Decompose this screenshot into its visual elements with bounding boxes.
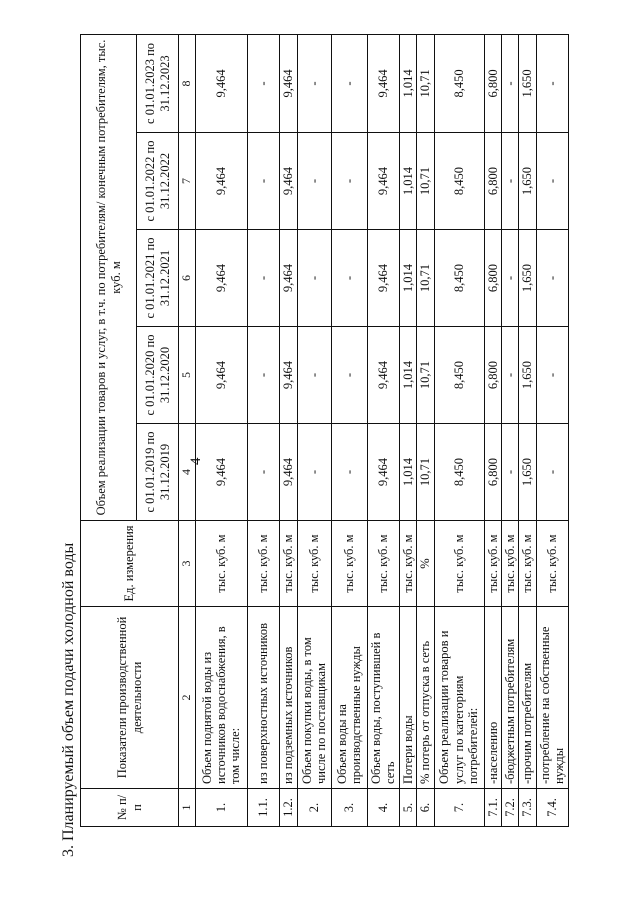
row-value: 9,464 [279, 327, 297, 424]
row-value: - [331, 230, 367, 327]
col-number: 6 [179, 230, 196, 327]
row-value: 1,014 [399, 34, 416, 132]
table-row [417, 34, 434, 826]
row-value: - [247, 327, 279, 424]
row-value: - [297, 424, 331, 521]
row-value: 10,71 [417, 34, 434, 132]
row-unit: тыс. куб. м [501, 521, 518, 607]
row-value: - [501, 230, 518, 327]
row-name: Объем поднятой воды из источников водоснабжения, в том числе: [195, 607, 247, 789]
row-unit: тыс. куб. м [331, 521, 367, 607]
table-row [519, 34, 536, 826]
row-num: 7.1. [484, 789, 501, 827]
col-number: 5 [179, 327, 196, 424]
row-value: 9,464 [195, 424, 247, 521]
row-value: 6,800 [484, 424, 501, 521]
row-unit: тыс. куб. м [434, 521, 484, 607]
row-value: - [297, 133, 331, 230]
header-num: № п/п [81, 789, 179, 827]
row-name: Объем покупки воды, в том числе по поставщикам [297, 607, 331, 789]
col-number: 4 [179, 424, 196, 521]
row-value: 8,450 [434, 327, 484, 424]
row-unit: % [417, 521, 434, 607]
row-value: - [297, 230, 331, 327]
row-value: 9,464 [367, 34, 399, 132]
table-row [484, 34, 501, 826]
row-name: -прочим потребителям [519, 607, 536, 789]
header-unit: Ед. измерения [81, 521, 179, 607]
row-num: 7.3. [519, 789, 536, 827]
row-value: - [247, 230, 279, 327]
row-value: 8,450 [434, 230, 484, 327]
row-name: -бюджетным потребителям [501, 607, 518, 789]
row-unit: тыс. куб. м [399, 521, 416, 607]
row-num: 1.1. [247, 789, 279, 827]
row-name: Объем реализации товаров и услуг по категориям потребителей: [434, 607, 484, 789]
row-value: 8,450 [434, 133, 484, 230]
row-name: Объем воды, поступившей в сеть [367, 607, 399, 789]
row-value: 9,464 [367, 327, 399, 424]
table-row [195, 34, 247, 826]
row-value: 1,650 [519, 133, 536, 230]
row-value: 1,650 [519, 424, 536, 521]
row-value: 1,014 [399, 230, 416, 327]
row-value: 6,800 [484, 327, 501, 424]
table-row [247, 34, 279, 826]
row-num: 7. [434, 789, 484, 827]
header-period: с 01.01.2021 по 31.12.2021 [137, 230, 179, 327]
header-group: Объем реализации товаров и услуг, в т.ч. по потребителям/ конечным потребителям, тыс. куб. м [81, 34, 137, 520]
row-value: 10,71 [417, 327, 434, 424]
row-name: из подземных источников [279, 607, 297, 789]
row-name: из поверхностных источников [247, 607, 279, 789]
row-value: 6,800 [484, 230, 501, 327]
row-name: % потерь от отпуска в сеть [417, 607, 434, 789]
row-num: 1.2. [279, 789, 297, 827]
table-row [399, 34, 416, 826]
header-period: с 01.01.2023 по 31.12.2023 [137, 34, 179, 132]
row-value: 9,464 [195, 230, 247, 327]
row-name: Объем воды на производственные нужды [331, 607, 367, 789]
water-supply-table [80, 34, 569, 827]
row-value: 1,650 [519, 230, 536, 327]
row-value: - [501, 133, 518, 230]
row-value: - [247, 424, 279, 521]
row-value: - [536, 133, 568, 230]
row-value: 9,464 [195, 133, 247, 230]
row-unit: тыс. куб. м [536, 521, 568, 607]
row-value: - [331, 133, 367, 230]
row-value: 1,014 [399, 424, 416, 521]
row-unit: тыс. куб. м [195, 521, 247, 607]
row-value: - [247, 133, 279, 230]
page-number: 4 [188, 457, 204, 465]
row-value: 8,450 [434, 424, 484, 521]
col-number: 7 [179, 133, 196, 230]
row-num: 3. [331, 789, 367, 827]
row-value: 9,464 [279, 424, 297, 521]
row-value: - [536, 34, 568, 132]
header-period: с 01.01.2022 по 31.12.2022 [137, 133, 179, 230]
row-value: 10,71 [417, 424, 434, 521]
row-value: - [331, 424, 367, 521]
row-value: - [247, 34, 279, 132]
col-number: 8 [179, 34, 196, 132]
table-row [297, 34, 331, 826]
row-unit: тыс. куб. м [247, 521, 279, 607]
row-value: - [501, 327, 518, 424]
row-value: - [297, 327, 331, 424]
row-value: - [536, 424, 568, 521]
row-value: 10,71 [417, 230, 434, 327]
row-num: 7.4. [536, 789, 568, 827]
row-value: 9,464 [195, 34, 247, 132]
row-value: - [501, 34, 518, 132]
table-row [279, 34, 297, 826]
row-value: - [501, 424, 518, 521]
row-value: 9,464 [367, 424, 399, 521]
col-number: 2 [179, 607, 196, 789]
row-value: 9,464 [195, 327, 247, 424]
row-value: - [536, 230, 568, 327]
row-unit: тыс. куб. м [279, 521, 297, 607]
row-unit: тыс. куб. м [519, 521, 536, 607]
row-value: - [536, 327, 568, 424]
row-num: 5. [399, 789, 416, 827]
row-name: -потребление на собственные нужды [536, 607, 568, 789]
row-value: 6,800 [484, 133, 501, 230]
row-value: 9,464 [367, 230, 399, 327]
row-value: 6,800 [484, 34, 501, 132]
header-period: с 01.01.2019 по 31.12.2019 [137, 424, 179, 521]
row-value: 1,014 [399, 327, 416, 424]
row-value: 8,450 [434, 34, 484, 132]
row-num: 4. [367, 789, 399, 827]
row-num: 2. [297, 789, 331, 827]
row-value: 10,71 [417, 133, 434, 230]
row-value: 9,464 [367, 133, 399, 230]
row-value: - [331, 34, 367, 132]
table-row [501, 34, 518, 826]
row-num: 7.2. [501, 789, 518, 827]
row-value: - [297, 34, 331, 132]
row-num: 6. [417, 789, 434, 827]
row-value: 9,464 [279, 34, 297, 132]
table-row [367, 34, 399, 826]
header-period: с 01.01.2020 по 31.12.2020 [137, 327, 179, 424]
row-value: 1,650 [519, 34, 536, 132]
row-unit: тыс. куб. м [297, 521, 331, 607]
row-value: 1,014 [399, 133, 416, 230]
col-number: 1 [179, 789, 196, 827]
row-value: 9,464 [279, 133, 297, 230]
row-name: Потери воды [399, 607, 416, 789]
row-value: 9,464 [279, 230, 297, 327]
table-row [536, 34, 568, 826]
row-num: 1. [195, 789, 247, 827]
row-name: -населению [484, 607, 501, 789]
row-unit: тыс. куб. м [367, 521, 399, 607]
row-value: - [331, 327, 367, 424]
section-heading: 3. Планируемый объем подачи холодной воды [60, 542, 77, 857]
col-number: 3 [179, 521, 196, 607]
row-unit: тыс. куб. м [484, 521, 501, 607]
header-indicator: Показатели производственной деятельности [81, 607, 179, 789]
table-row [434, 34, 484, 826]
table-row [331, 34, 367, 826]
row-value: 1,650 [519, 327, 536, 424]
